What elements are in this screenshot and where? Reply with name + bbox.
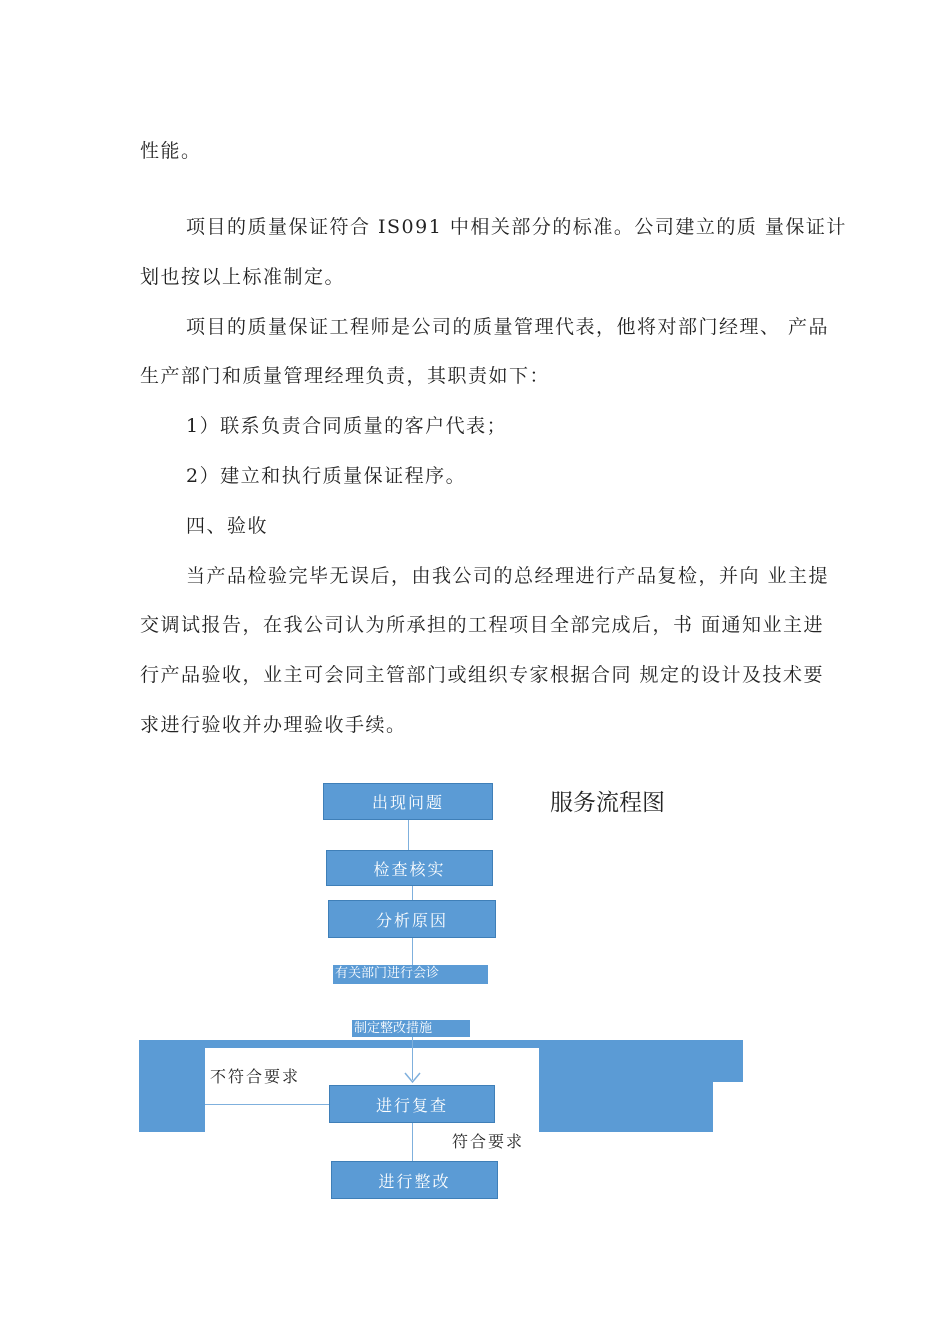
- text-line-6: 1）联系负责合同质量的客户代表；: [186, 415, 508, 437]
- text-line-2: 项目的质量保证符合 IS091 中相关部分的标准。公司建立的质 量保证计: [186, 216, 847, 238]
- text-line-5: 生产部门和质量管理经理负责，其职责如下：: [140, 365, 551, 387]
- step-box-analyze: 分析原因: [328, 900, 496, 938]
- connector-2: [412, 886, 413, 900]
- text-line-7: 2）建立和执行质量保证程序。: [186, 465, 467, 487]
- condition-pass: 符合要求: [452, 1132, 525, 1151]
- flowchart-title: 服务流程图: [550, 790, 665, 816]
- condition-fail: 不符合要求: [210, 1067, 301, 1086]
- connector-3: [412, 938, 413, 965]
- loop-back-line: [205, 1104, 329, 1105]
- step-box-rectify: 进行整改: [331, 1161, 498, 1199]
- step-box-verify: 检查核实: [326, 850, 493, 886]
- text-line-1: 性能。: [140, 140, 202, 162]
- text-line-9: 当产品检验完毕无误后，由我公司的总经理进行产品复检，并向 业主提: [186, 565, 830, 587]
- step-box-review: 进行复查: [329, 1085, 495, 1123]
- step-box-problem: 出现问题: [323, 783, 493, 820]
- text-line-3: 划也按以上标准制定。: [140, 266, 346, 288]
- text-line-4: 项目的质量保证工程师是公司的质量管理代表，他将对部门经理、 产品: [186, 316, 830, 338]
- connector-1: [408, 820, 409, 850]
- label-consultation: 有关部门进行会诊: [333, 965, 488, 984]
- connector-4: [412, 1123, 413, 1161]
- label-rectification-plan: 制定整改措施: [352, 1020, 470, 1037]
- text-line-12: 求进行验收并办理验收手续。: [140, 714, 407, 736]
- text-line-11: 行产品验收，业主可会同主管部门或组织专家根据合同 规定的设计及技术要: [140, 664, 825, 686]
- arrow-down-icon: [404, 1072, 421, 1084]
- text-line-10: 交调试报告，在我公司认为所承担的工程项目全部完成后，书 面通知业主进: [140, 614, 825, 636]
- section-heading-acceptance: 四、验收: [186, 515, 269, 537]
